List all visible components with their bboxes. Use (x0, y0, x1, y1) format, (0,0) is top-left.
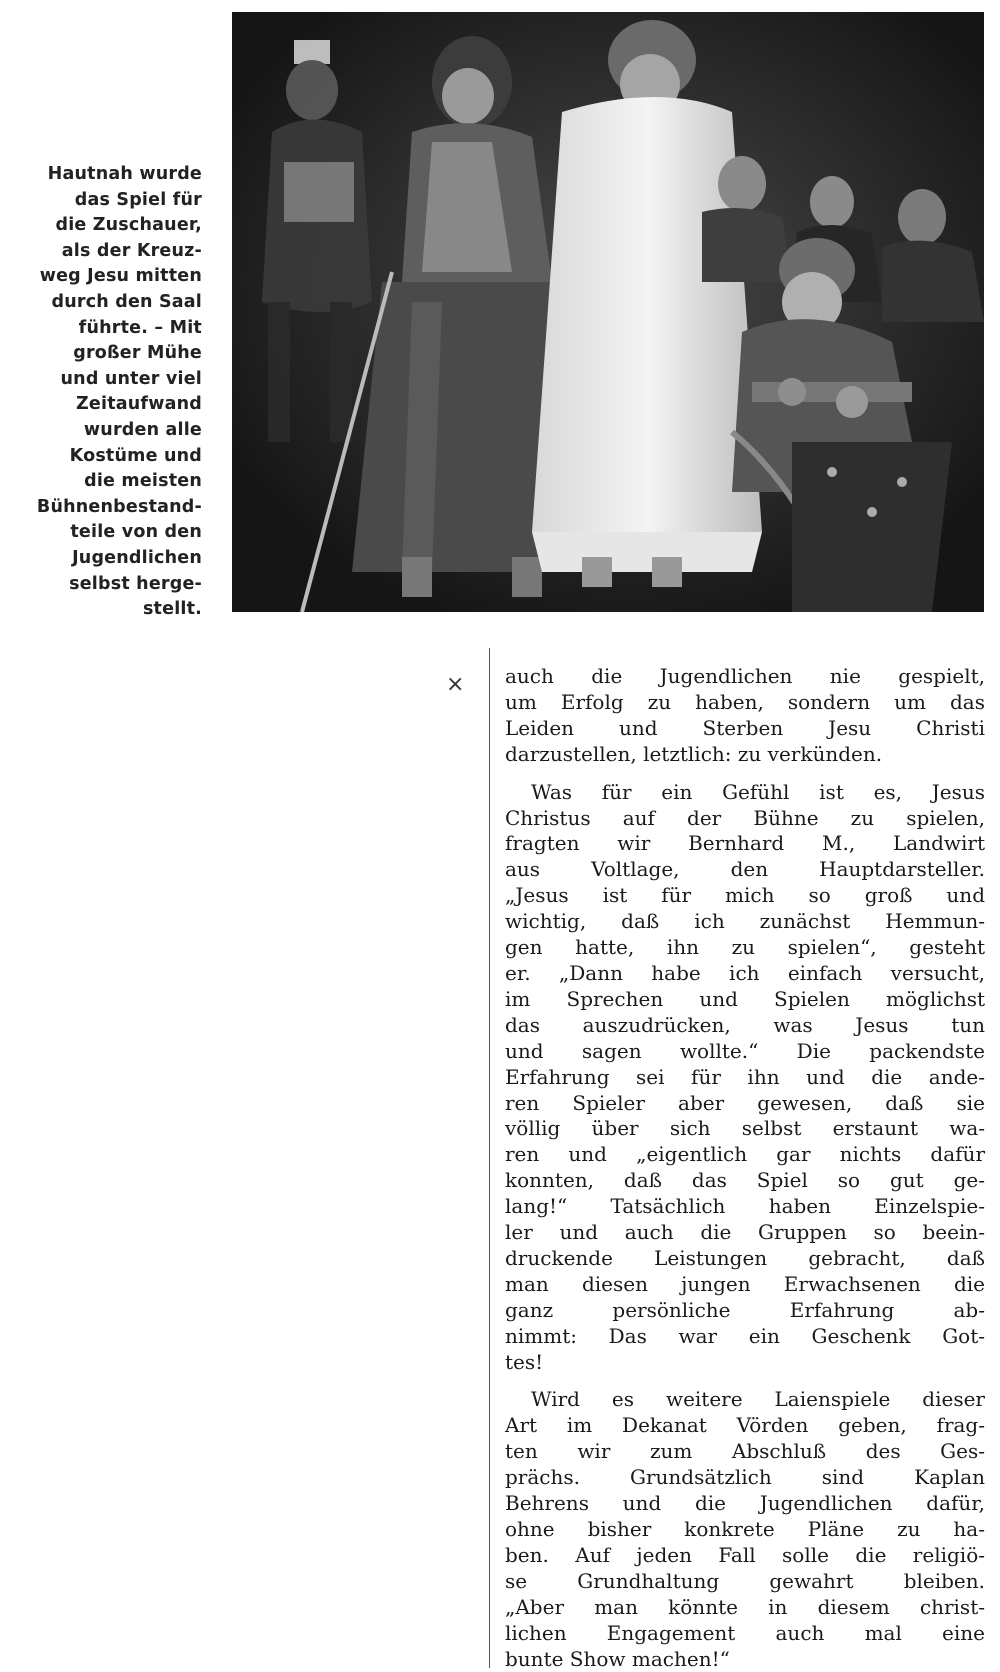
caption-line: führte. – Mit (78, 317, 202, 338)
caption-line: Bühnenbestand- (36, 496, 202, 517)
article-line: gen hatte, ihn zu spielen“, gesteht (505, 935, 985, 960)
article-line: ler und auch die Gruppen so beein- (505, 1220, 985, 1245)
article-line: im Sprechen und Spielen möglichst (505, 986, 985, 1011)
article-column (505, 664, 985, 1672)
article-line: man diesen jungen Erwachsenen die (505, 1271, 985, 1296)
article-line: Was für ein Gefühl ist es, Jesus (531, 779, 985, 804)
article-line: um Erfolg zu haben, sondern um das (505, 689, 985, 714)
caption-line: die meisten (84, 471, 202, 492)
article-line: lang!“ Tatsächlich haben Einzelspie- (505, 1194, 985, 1219)
article-line: völlig über sich selbst erstaunt wa- (505, 1116, 985, 1141)
caption-line: selbst herge- (69, 573, 202, 594)
article-line: und sagen wollte.“ Die packendste (505, 1038, 985, 1063)
article-line: „Jesus ist für mich so groß und (505, 883, 985, 908)
article-line: ren Spieler aber gewesen, daß sie (505, 1090, 985, 1115)
article-line: darzustellen, letztlich: zu verkünden. (505, 741, 883, 766)
column-rule (489, 648, 490, 1668)
caption-line: Kostüme und (69, 445, 202, 466)
article-line: aus Voltlage, den Hauptdarsteller. (505, 857, 985, 882)
news-photo (232, 12, 984, 612)
article-line: fragten wir Bernhard M., Landwirt (505, 831, 985, 856)
article-line: er. „Dann habe ich einfach versucht, (505, 960, 985, 985)
caption-line: weg Jesu mitten (39, 266, 202, 287)
article-line: bunte Show machen!“ (505, 1646, 730, 1671)
caption-line: Hautnah wurde (47, 164, 202, 184)
fold-mark: × (446, 672, 465, 697)
article-line: ohne bisher konkrete Pläne zu ha- (505, 1517, 985, 1541)
caption-line: und unter viel (60, 368, 202, 389)
article-line: Wird es weitere Laienspiele dieser (531, 1387, 985, 1412)
article-line: druckende Leistungen gebracht, daß (505, 1245, 985, 1270)
article-line: se Grundhaltung gewahrt bleiben. (505, 1568, 985, 1593)
article-line: lichen Engagement auch mal eine (505, 1620, 985, 1645)
article-line: tes! (505, 1349, 544, 1374)
article-line: Christus auf der Bühne zu spielen, (505, 805, 985, 830)
article-line: Behrens und die Jugendlichen dafür, (505, 1491, 985, 1516)
caption-line: die Zuschauer, (55, 215, 202, 236)
article-line: ben. Auf jeden Fall solle die religiö- (505, 1542, 985, 1567)
article-line: „Aber man könnte in diesem christ- (505, 1594, 985, 1619)
article-line: nimmt: Das war ein Geschenk Got- (505, 1323, 985, 1348)
article-line: das auszudrücken, was Jesus tun (505, 1012, 985, 1037)
article-line: wichtig, daß ich zunächst Hemmun- (505, 909, 985, 934)
article-line: prächs. Grundsätzlich sind Kaplan (505, 1465, 985, 1490)
photo-caption (4, 162, 202, 623)
caption-line: wurden alle (83, 419, 202, 440)
caption-line: großer Mühe (73, 343, 202, 364)
article-line: Leiden und Sterben Jesu Christi (505, 715, 985, 740)
article-line: konnten, daß das Spiel so gut ge- (505, 1168, 985, 1193)
caption-line: das Spiel für (74, 189, 202, 210)
article-line: ganz persönliche Erfahrung ab- (505, 1297, 985, 1322)
caption-line: Jugendlichen (72, 547, 202, 568)
article-line: auch die Jugendlichen nie gespielt, (505, 664, 985, 688)
caption-line: durch den Saal (51, 291, 202, 312)
caption-line: Zeitaufwand (76, 394, 202, 415)
caption-line: teile von den (70, 522, 202, 543)
article-line: ten wir zum Abschluß des Ges- (505, 1439, 985, 1464)
caption-line: stellt. (142, 599, 202, 620)
article-line: Erfahrung sei für ihn und die ande- (505, 1064, 985, 1089)
caption-line: als der Kreuz- (61, 240, 202, 261)
article-line: ren und „eigentlich gar nichts dafür (505, 1142, 985, 1167)
article-line: Art im Dekanat Vörden geben, frag- (505, 1413, 985, 1438)
